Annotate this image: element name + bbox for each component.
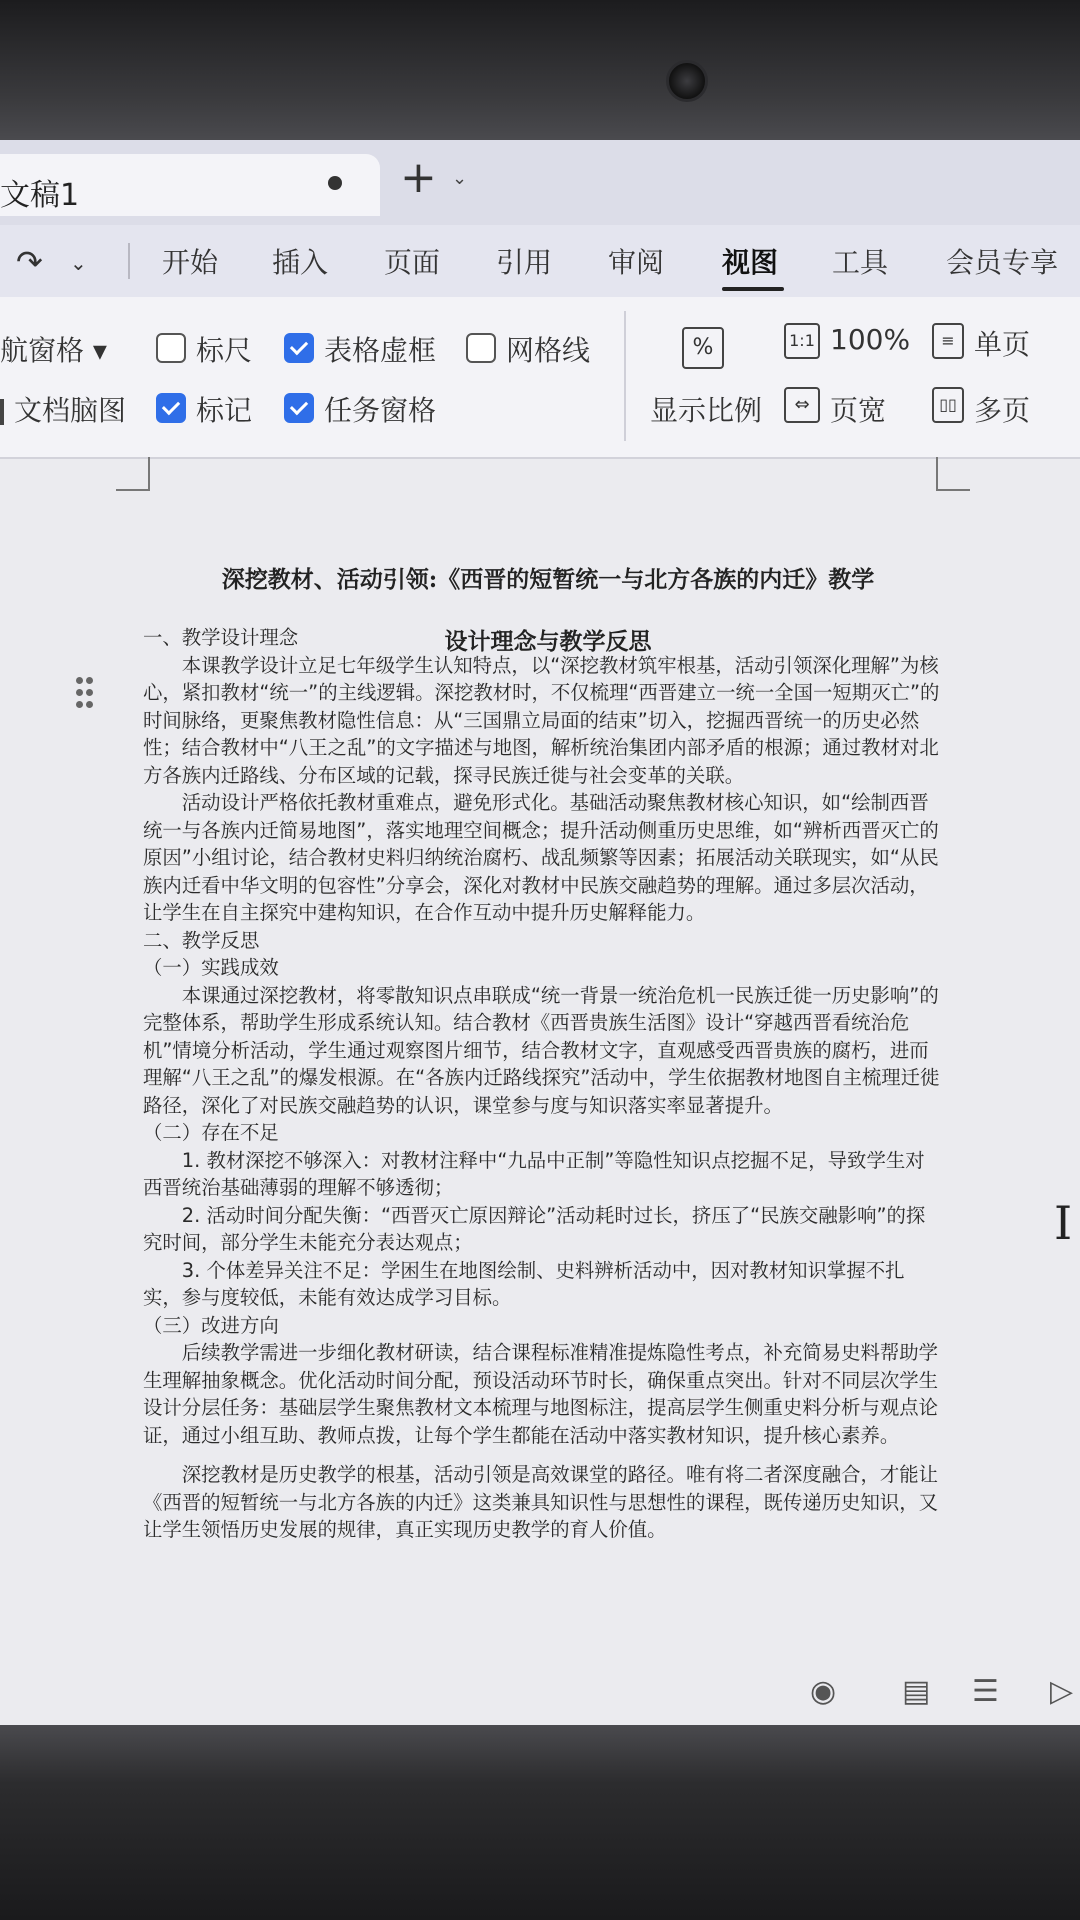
list-item: 1. 教材深挖不够深入：对教材注释中“九品中正制”等隐性知识点挖掘不足，导致学生对西晋统治基础薄弱的理解不够透彻；: [143, 1148, 925, 1199]
page-corner-mark: [936, 457, 970, 491]
menu-references[interactable]: 引用: [496, 246, 553, 279]
section-heading: 一、教学设计理念: [143, 626, 299, 649]
menu-view[interactable]: 视图: [722, 246, 779, 279]
new-tab-plus-icon[interactable]: +: [400, 152, 437, 203]
single-page-button[interactable]: 单页: [974, 328, 1031, 361]
document-body[interactable]: [143, 624, 943, 1544]
gridlines-label: 网格线: [506, 334, 591, 367]
markup-label: 标记: [196, 394, 253, 427]
unsaved-dot-icon[interactable]: [328, 176, 342, 190]
subsection-heading: （三）改进方向: [143, 1313, 279, 1337]
screen: [0, 140, 1080, 1725]
monitor-bezel-bottom: [0, 1725, 1080, 1920]
tab-bar: [0, 140, 1080, 225]
markup-checkbox[interactable]: [156, 393, 186, 423]
text-cursor-icon: I: [1054, 1196, 1073, 1250]
outline-view-icon[interactable]: ☰: [972, 1674, 999, 1709]
play-icon[interactable]: ▷: [1050, 1674, 1074, 1709]
subsection-heading: （一）实践成效: [143, 956, 279, 979]
section-heading: 二、教学反思: [143, 928, 260, 952]
zoom-label[interactable]: 显示比例: [650, 394, 763, 427]
document-tab[interactable]: [0, 154, 380, 216]
task-pane-checkbox[interactable]: [284, 393, 314, 423]
divider: [128, 243, 130, 279]
page-width-icon[interactable]: ⇔: [784, 387, 820, 423]
multi-page-button[interactable]: 多页: [974, 394, 1031, 427]
doc-map-button[interactable]: 文档脑图: [0, 389, 126, 429]
table-frame-checkbox[interactable]: [284, 333, 314, 363]
tab-title: 文稿1: [0, 178, 80, 213]
eye-icon[interactable]: ◉: [810, 1674, 837, 1709]
task-pane-label: 任务窗格: [324, 394, 437, 427]
paragraph: 本课教学设计立足七年级学生认知特点，以“深挖教材筑牢根基，活动引领深化理解”为核心，紧扣教材“统一”的主线逻辑。深挖教材时，不仅梳理“西晋建立一统一全国一短期灭亡”的时间脉络，更聚焦教材隐性信息：从“三国鼎立局面的结束”切入，挖掘西晋统一的历史必然性；结合教材中“八王之乱”的文字描述与地图，解析统治集团内部矛盾的根源；通过教材对北方各族内迁路线、分布区域的记载，探寻民族迁徙与社会变革的关联。: [143, 653, 940, 787]
list-item: 3. 个体差异关注不足：学困生在地图绘制、史料辨析活动中，因对教材知识掌握不扎实，参与度较低，未能有效达成学习目标。: [143, 1258, 905, 1309]
page-view-icon[interactable]: ▤: [902, 1674, 931, 1709]
chevron-down-icon[interactable]: ⌄: [452, 168, 468, 189]
nav-pane-button[interactable]: 航窗格 ▾: [0, 334, 107, 367]
menu-review[interactable]: 审阅: [608, 246, 665, 279]
page-width-button[interactable]: 页宽: [830, 394, 887, 427]
zoom-100-button[interactable]: 100%: [830, 323, 911, 356]
document-title-line2: 设计理念与教学反思: [444, 628, 652, 655]
menu-bar: [0, 225, 1080, 297]
chevron-down-icon[interactable]: ⌄: [70, 251, 87, 275]
active-tab-indicator: [722, 287, 784, 291]
paragraph: 活动设计严格依托教材重难点，避免形式化。基础活动聚焦教材核心知识，如“绘制西晋统一与各族内迁简易地图”，落实地理空间概念；提升活动侧重历史思维，如“辨析西晋灭亡的原因”小组讨论，结合教材史料归纳统治腐朽、战乱频繁等因素；拓展活动关联现实，如“从民族内迁看中华文明的包容性”分享会，深化对教材中民族交融趋势的理解。通过多层次活动，让学生在自主探究中建构知识，在合作互动中提升历史解释能力。: [143, 791, 939, 924]
monitor-bezel-top: [0, 0, 1080, 140]
paragraph: 后续教学需进一步细化教材研读，结合课程标准精准提炼隐性考点，补充简易史料帮助学生理解抽象概念。优化活动时间分配，预设活动环节时长，确保重点突出。针对不同层次学生设计分层任务：基础层学生聚焦教材文本梳理与地图标注，提高层学生侧重史料分析与观点论证，通过小组互助、教师点拨，让每个学生都能在活动中落实教材知识，提升核心素养。: [143, 1341, 939, 1447]
status-bar: [0, 1660, 1080, 1725]
menu-home[interactable]: 开始: [162, 246, 219, 279]
multi-page-icon[interactable]: ▯▯: [932, 387, 964, 423]
divider: [624, 311, 626, 441]
list-item: 2. 活动时间分配失衡：“西晋灭亡原因辩论”活动耗时过长，挤压了“民族交融影响”的探究时间，部分学生未能充分表达观点；: [143, 1203, 926, 1254]
gridlines-checkbox[interactable]: [466, 333, 496, 363]
table-frame-label: 表格虚框: [324, 334, 437, 367]
subsection-heading: （二）存在不足: [143, 1121, 279, 1144]
single-page-icon[interactable]: ≡: [932, 323, 964, 359]
drag-handle-icon[interactable]: [76, 677, 94, 713]
actual-size-icon[interactable]: 1:1: [784, 323, 820, 359]
menu-insert[interactable]: 插入: [272, 246, 329, 279]
paragraph: 深挖教材是历史教学的根基，活动引领是高效课堂的路径。唯有将二者深度融合，才能让《西晋的短暂统一与北方各族的内迁》这类兼具知识性与思想性的课程，既传递历史知识，又让学生领悟历史发展的规律，真正实现历史教学的育人价值。: [143, 1463, 939, 1541]
menu-page[interactable]: 页面: [384, 246, 441, 279]
document-title-line1: 深挖教材、活动引领:《西晋的短暂统一与北方各族的内迁》教学: [221, 566, 875, 593]
page-corner-mark: [116, 457, 150, 491]
webcam: [666, 60, 708, 102]
ruler-label: 标尺: [196, 334, 253, 367]
redo-icon[interactable]: ↷: [16, 243, 43, 281]
paragraph: 本课通过深挖教材，将零散知识点串联成“统一背景一统治危机一民族迁徙一历史影响”的完整体系，帮助学生形成系统认知。结合教材《西晋贵族生活图》设计“穿越西晋看统治危机”情境分析活动，学生通过观察图片细节，结合教材文字，直观感受西晋贵族的腐朽，进而理解“八王之乱”的爆发根源。在“各族内迁路线探究”活动中，学生依据教材地图自主梳理迁徙路径，深化了对民族交融趋势的认识，课堂参与度与知识落实率显著提升。: [143, 983, 940, 1117]
menu-member[interactable]: 会员专享: [946, 246, 1059, 279]
menu-tools[interactable]: 工具: [832, 246, 889, 279]
view-ribbon: [0, 297, 1080, 459]
zoom-percent-icon[interactable]: %: [682, 327, 724, 369]
ruler-checkbox[interactable]: [156, 333, 186, 363]
